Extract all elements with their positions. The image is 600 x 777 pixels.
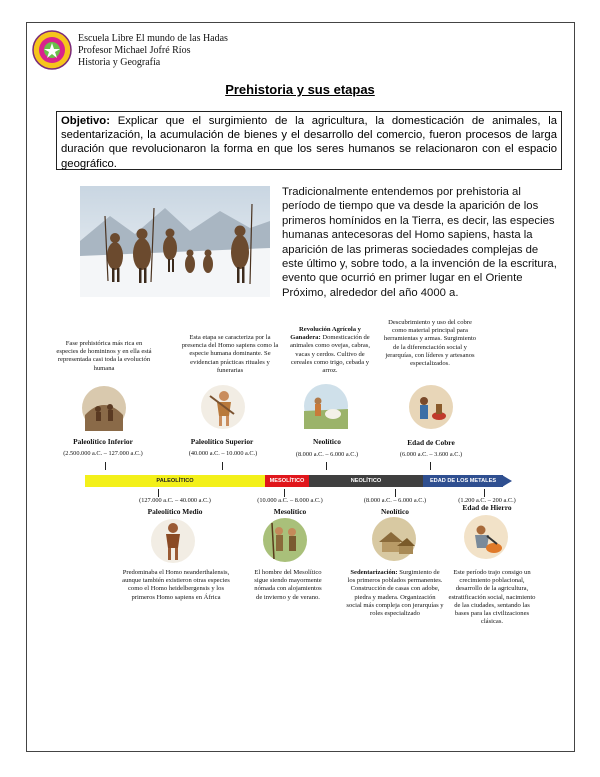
tick-top-3 (326, 462, 327, 470)
desc-revolucion-agricola-head: Revolución Agrícola y Ganadera: (290, 326, 361, 342)
tick-top-4 (430, 462, 431, 470)
neolitico-sedentarizacion-image (371, 516, 417, 562)
prehistoric-people-image (80, 186, 270, 297)
paleolitico-superior-image (200, 384, 246, 430)
label-mesolitico: Mesolítico (273, 507, 307, 516)
tick-bottom-4 (484, 489, 485, 497)
label-neolitico-top: Neolítico (313, 437, 341, 446)
desc-edad-cobre: Descubrimiento y uso del cobre como material principal para herramientas y armas. Surgimiento de la diferenciación social y jerarquías, con líderes y artesanos especializados. (383, 319, 477, 368)
desc-mesolitico: El hombre del Mesolítico sigue siendo mayormente nómada con alojamientos de invierno y de verano. (254, 569, 322, 601)
edad-hierro-image (463, 514, 509, 560)
desc-revolucion-agricola (287, 326, 373, 375)
desc-paleolitico-inferior: Fase prehistórica más rica en especies de homininos y en ella está representada casi toda la evolución humana (56, 340, 152, 372)
subject-name: Historia y Geografía (78, 57, 161, 68)
date-neolitico-bottom: (8.000 a.C. – 6.000 a.C.) (363, 497, 427, 504)
date-paleolitico-medio: (127.000 a.C. – 40.000 a.C.) (139, 497, 211, 504)
label-neolitico-bottom: Neolítico (381, 507, 409, 516)
desc-revolucion-agricola-text: Domesticación de animales como ovejas, cabras, vacas y cerdos. Cultivo de cereales como trigo, cebada y arroz. (289, 334, 370, 375)
school-name: Escuela Libre El mundo de las Hadas (78, 33, 228, 44)
objective-box (56, 111, 562, 170)
date-neolitico-top: (8.000 a.C. – 6.000 a.C.) (295, 451, 359, 458)
tick-top-1 (105, 462, 106, 470)
label-paleolitico-medio: Paleolítico Medio (147, 507, 203, 516)
desc-paleolitico-superior: Esta etapa se caracteriza por la presencia del Homo sapiens como la especie humana dominante. Se evidencian prácticas rituales y funerarias (181, 334, 279, 374)
label-paleolitico-superior: Paleolítico Superior (190, 437, 254, 446)
date-edad-cobre: (6.000 a.C. – 3.600 a.C.) (399, 451, 463, 458)
tick-bottom-1 (158, 489, 159, 497)
paleolitico-inferior-image (81, 385, 127, 431)
date-edad-hierro: (1.200 a.C. – 200 a.C.) (458, 497, 516, 504)
edad-cobre-image (408, 384, 454, 430)
neolitico-agricola-image (303, 383, 349, 429)
school-header (78, 33, 228, 69)
desc-edad-hierro: Este período trajo consigo un crecimiento poblacional, desarrollo de la agricultura, estratificación social, nacimiento de las ciudades, sentando las bases para las civilizaciones clásicas. (448, 569, 536, 626)
date-paleolitico-inferior: (2.500.000 a.C. – 127.000 a.C.) (63, 450, 143, 457)
label-paleolitico-inferior: Paleolítico Inferior (73, 437, 133, 446)
intro-paragraph: Tradicionalmente entendemos por prehistoria al período de tiempo que va desde la aparición de los primeros homínidos en la Tierra, es decir, las especies humanas antecesoras del Homo sapiens, hasta la aparición de las primeras sociedades complejas de este último y, sobre todo, a la invención de la escritura, evento que ocurrió en primer lugar en el Oriente Próximo, alrededor del año 4000 a. (282, 186, 557, 299)
date-paleolitico-superior: (40.000 a.C. – 10.000 a.C.) (188, 450, 258, 457)
objective-label: Objetivo: (61, 115, 110, 127)
label-edad-cobre: Edad de Cobre (407, 438, 455, 447)
page-title: Prehistoria y sus etapas (225, 82, 375, 97)
label-edad-hierro: Edad de Hierro (462, 503, 512, 512)
desc-sedentarizacion-head: Sedentarización: (350, 569, 398, 576)
tick-top-2 (222, 462, 223, 470)
mesolitico-image (262, 517, 308, 563)
school-logo (32, 30, 72, 70)
desc-sedentarizacion-text: Surgimiento de los primeros poblados permanentes. Construcción de casas con adobe, piedra y madera. Organización social más compleja con jerarquías y roles especializado (346, 569, 444, 618)
paleolitico-medio-image (150, 518, 196, 564)
tick-bottom-2 (284, 489, 285, 497)
bar-neolitico: NEOLÍTICO (309, 475, 423, 487)
objective-text: Explicar que el surgimiento de la agricultura, la domesticación de animales, la sedentarización, la acumulación de bienes y el desarrollo del comercio, fueron procesos de larga duración que revolucionaron la forma en que los seres humanos se relacionaron con el espacio geográfico. (61, 115, 557, 170)
desc-paleolitico-medio: Predominaba el Homo neanderthalensis, aunque también existieron otras especies como el Homo heidelbergensis y los primeros Homo sapiens en África (122, 569, 230, 601)
teacher-name: Profesor Michael Jofré Ríos (78, 45, 191, 56)
date-mesolitico: (10.000 a.C. – 8.000 a.C.) (257, 497, 323, 504)
bar-arrow-icon (502, 473, 512, 489)
bar-edad-metales: EDAD DE LOS METALES (423, 475, 503, 487)
bar-mesolitico: MESOLÍTICO (265, 475, 309, 487)
desc-sedentarizacion (346, 569, 444, 618)
bar-paleolitico: PALEOLÍTICO (85, 475, 265, 487)
tick-bottom-3 (395, 489, 396, 497)
